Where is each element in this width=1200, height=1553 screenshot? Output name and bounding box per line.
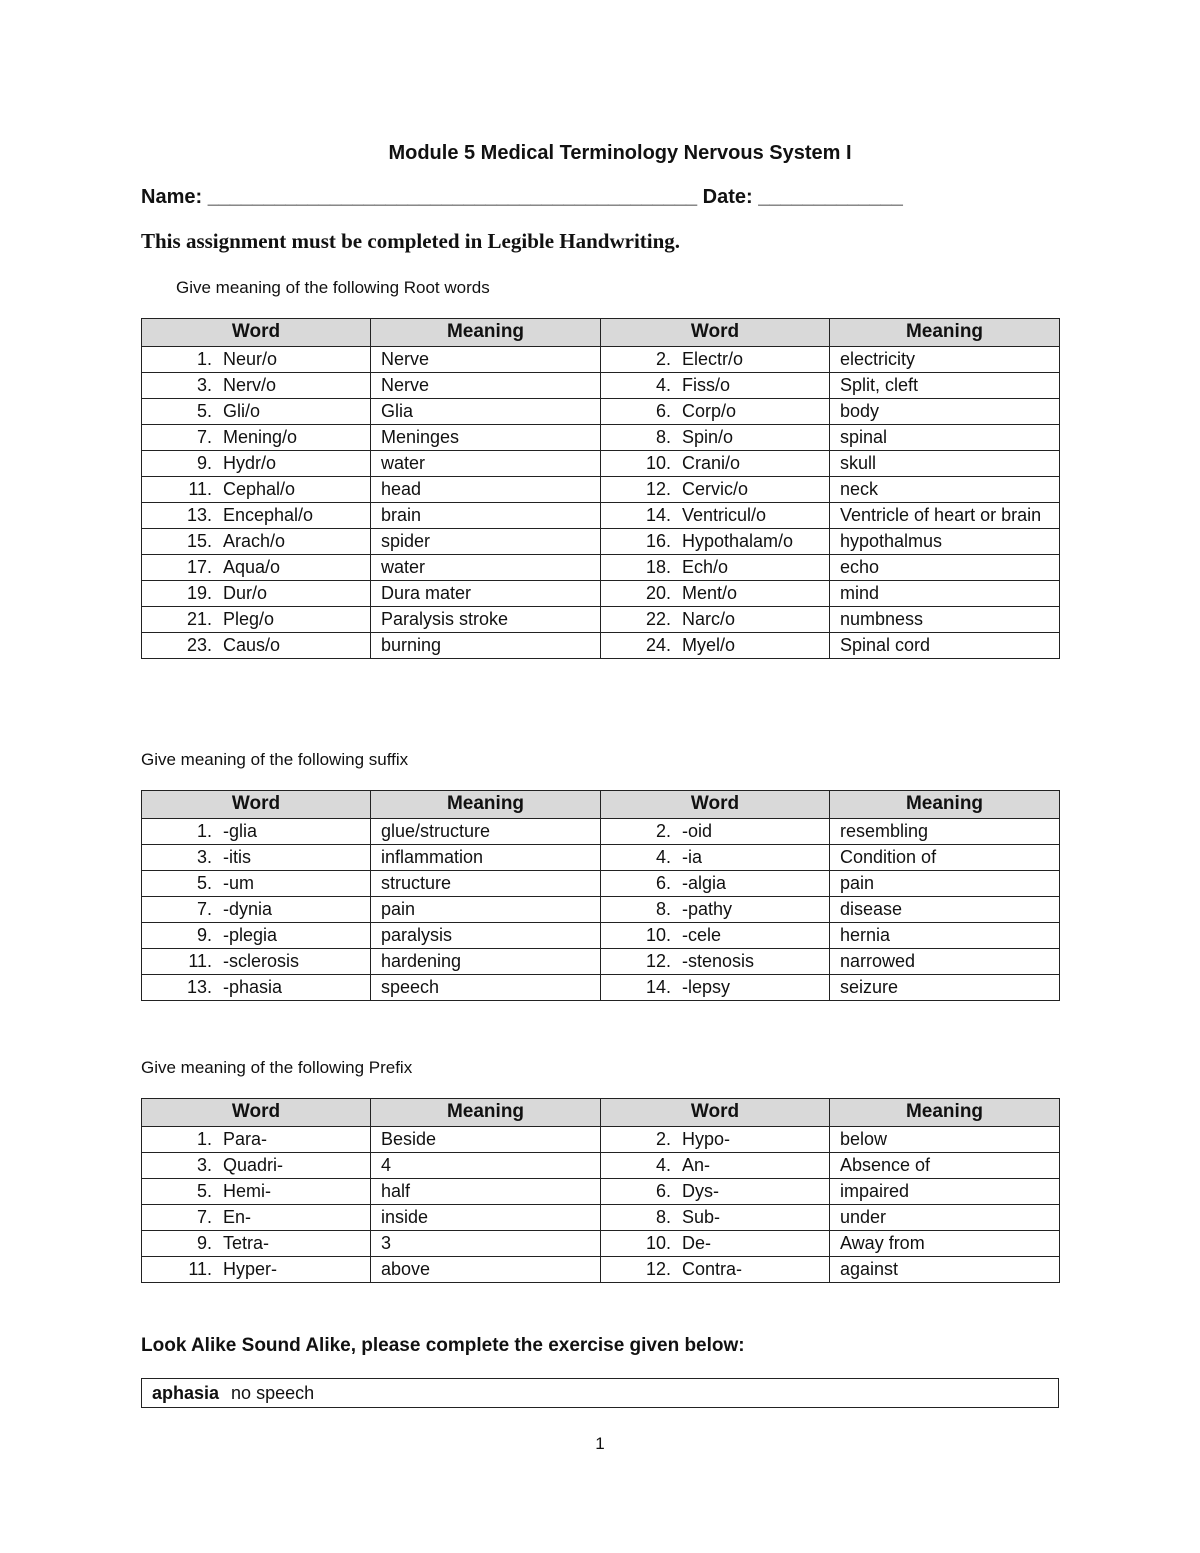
word-cell [142,1205,371,1231]
meaning-cell: mind [830,581,1060,607]
assignment-instruction: This assignment must be completed in Legible Handwriting. [141,229,681,253]
word-cell [142,555,371,581]
table-row [142,1127,1060,1153]
word-cell [601,845,830,871]
term-word: Ech/o [682,557,729,577]
term-word: -itis [223,847,251,867]
term-word: Para- [223,1129,268,1149]
page-title: Module 5 Medical Terminology Nervous System I [388,142,852,164]
word-cell [142,923,371,949]
meaning-cell: disease [830,897,1060,923]
table-row [142,1257,1060,1283]
item-number: 10. [645,925,671,945]
term-word: De- [682,1233,712,1253]
table-header-row [142,791,1060,819]
table-row [142,845,1060,871]
word-cell [601,1257,830,1283]
item-number: 1. [196,821,212,841]
term-word: Nerv/o [223,375,277,395]
word-cell [601,1179,830,1205]
meaning-cell: Spinal cord [830,633,1060,659]
table-header-row [142,319,1060,347]
term-word: Sub- [682,1207,721,1227]
table-row [142,399,1060,425]
term-word: -lepsy [682,977,731,997]
term-word: -ia [682,847,703,867]
item-number: 8. [655,427,671,447]
term-word: Hyper- [223,1259,278,1279]
meaning-cell: Absence of [830,1153,1060,1179]
word-cell [142,477,371,503]
column-header-meaning: Meaning [371,319,601,347]
term-word: Corp/o [682,401,737,421]
column-header-word: Word [142,791,371,819]
term-word: Spin/o [682,427,734,447]
word-cell [142,975,371,1001]
table-row [142,975,1060,1001]
term-word: Dur/o [223,583,268,603]
item-number: 17. [186,557,212,577]
word-cell [601,1153,830,1179]
word-cell [601,819,830,845]
table-row [142,1231,1060,1257]
column-header-word: Word [601,791,830,819]
table-row [142,897,1060,923]
table-row [142,555,1060,581]
column-header-meaning: Meaning [830,791,1060,819]
item-number: 9. [196,925,212,945]
word-cell [142,373,371,399]
item-number: 9. [196,453,212,473]
word-cell [601,373,830,399]
column-header-meaning: Meaning [371,1099,601,1127]
meaning-cell: Split, cleft [830,373,1060,399]
term-word: -cele [682,925,722,945]
term-word: Cervic/o [682,479,749,499]
table-row [142,451,1060,477]
term-word: Hypothalam/o [682,531,794,551]
term-word: -sclerosis [223,951,300,971]
item-number: 7. [196,427,212,447]
table-row [142,503,1060,529]
word-cell [142,1179,371,1205]
meaning-cell: narrowed [830,949,1060,975]
item-number: 11. [188,951,212,971]
word-cell [601,1231,830,1257]
item-number: 7. [196,1207,212,1227]
table-row [142,477,1060,503]
meaning-cell: Ventricle of heart or brain [830,503,1060,529]
table-row [142,1205,1060,1231]
column-header-word: Word [601,1099,830,1127]
term-word: -oid [682,821,713,841]
lasa-term: aphasia [152,1383,220,1403]
table-row [142,633,1060,659]
table-row [142,425,1060,451]
item-number: 8. [655,1207,671,1227]
lasa-meaning: no speech [231,1383,315,1403]
word-cell [601,399,830,425]
term-word: Hemi- [223,1181,271,1201]
term-word: Hypo- [682,1129,731,1149]
word-cell [601,555,830,581]
root-words-table [141,318,1060,659]
table-header-row [142,1099,1060,1127]
item-number: 6. [655,873,671,893]
term-word: Myel/o [682,635,736,655]
term-word: Pleg/o [223,609,275,629]
meaning-cell: below [830,1127,1060,1153]
item-number: 20. [645,583,671,603]
meaning-cell: glue/structure [371,819,601,845]
item-number: 4. [655,847,671,867]
item-number: 5. [196,873,212,893]
meaning-cell: echo [830,555,1060,581]
item-number: 13. [186,505,212,525]
term-word: Fiss/o [682,375,731,395]
meaning-cell: Condition of [830,845,1060,871]
table-row [142,1179,1060,1205]
item-number: 15. [186,531,212,551]
meaning-cell: impaired [830,1179,1060,1205]
table-row [142,949,1060,975]
word-cell [142,1153,371,1179]
word-cell [142,1127,371,1153]
word-cell [601,607,830,633]
item-number: 10. [645,453,671,473]
item-number: 1. [196,1129,212,1149]
meaning-cell: paralysis [371,923,601,949]
meaning-cell: hardening [371,949,601,975]
item-number: 3. [196,1155,212,1175]
item-number: 11. [188,1259,212,1279]
item-number: 2. [655,1129,671,1149]
root-words-label: Give meaning of the following Root words [176,278,490,297]
item-number: 6. [655,401,671,421]
word-cell [601,871,830,897]
meaning-cell: Meninges [371,425,601,451]
item-number: 19. [186,583,212,603]
meaning-cell: Away from [830,1231,1060,1257]
word-cell [142,581,371,607]
table-row [142,1153,1060,1179]
suffix-label: Give meaning of the following suffix [141,750,409,769]
meaning-cell: burning [371,633,601,659]
page-number: 1 [595,1434,605,1453]
term-word: -pathy [682,899,733,919]
word-cell [601,425,830,451]
item-number: 16. [645,531,671,551]
suffix-table [141,790,1060,1001]
term-word: -stenosis [682,951,755,971]
item-number: 3. [196,375,212,395]
word-cell [601,949,830,975]
meaning-cell: resembling [830,819,1060,845]
term-word: Arach/o [223,531,286,551]
term-word: Gli/o [223,401,261,421]
word-cell [601,477,830,503]
word-cell [601,897,830,923]
word-cell [142,399,371,425]
word-cell [601,529,830,555]
term-word: Crani/o [682,453,741,473]
word-cell [142,503,371,529]
meaning-cell: inflammation [371,845,601,871]
table-row [142,871,1060,897]
meaning-cell: Nerve [371,373,601,399]
meaning-cell: Nerve [371,347,601,373]
item-number: 2. [655,821,671,841]
word-cell [142,949,371,975]
meaning-cell: hernia [830,923,1060,949]
word-cell [142,425,371,451]
item-number: 4. [655,1155,671,1175]
term-word: Contra- [682,1259,743,1279]
item-number: 7. [196,899,212,919]
word-cell [142,819,371,845]
word-cell [601,581,830,607]
meaning-cell: half [371,1179,601,1205]
term-word: Tetra- [223,1233,270,1253]
table-row [142,581,1060,607]
meaning-cell: pain [830,871,1060,897]
meaning-cell: 4 [371,1153,601,1179]
item-number: 23. [186,635,212,655]
term-word: En- [223,1207,252,1227]
item-number: 10. [645,1233,671,1253]
word-cell [142,1257,371,1283]
name-date-line: Name: ____________________________________________ Date: _____________ [141,186,903,208]
word-cell [142,871,371,897]
meaning-cell: brain [371,503,601,529]
meaning-cell: under [830,1205,1060,1231]
word-cell [142,347,371,373]
item-number: 14. [645,505,671,525]
word-cell [142,1231,371,1257]
item-number: 12. [645,1259,671,1279]
table-row [142,529,1060,555]
word-cell [601,923,830,949]
item-number: 4. [655,375,671,395]
item-number: 1. [196,349,212,369]
item-number: 6. [655,1181,671,1201]
meaning-cell: spinal [830,425,1060,451]
item-number: 5. [196,401,212,421]
term-word: -plegia [223,925,278,945]
table-row [142,347,1060,373]
word-cell [142,897,371,923]
lasa-exercise-box [141,1378,1059,1408]
column-header-word: Word [142,1099,371,1127]
term-word: Ment/o [682,583,738,603]
term-word: Caus/o [223,635,281,655]
meaning-cell: Beside [371,1127,601,1153]
item-number: 9. [196,1233,212,1253]
word-cell [142,529,371,555]
column-header-meaning: Meaning [830,319,1060,347]
table-row [142,923,1060,949]
term-word: Electr/o [682,349,744,369]
meaning-cell: speech [371,975,601,1001]
item-number: 11. [188,479,212,499]
word-cell [601,1127,830,1153]
term-word: -algia [682,873,727,893]
meaning-cell: water [371,451,601,477]
meaning-cell: water [371,555,601,581]
meaning-cell: electricity [830,347,1060,373]
meaning-cell: 3 [371,1231,601,1257]
word-cell [142,633,371,659]
term-word: Cephal/o [223,479,296,499]
meaning-cell: above [371,1257,601,1283]
term-word: Aqua/o [223,557,281,577]
column-header-word: Word [142,319,371,347]
item-number: 14. [645,977,671,997]
term-word: An- [682,1155,711,1175]
meaning-cell: head [371,477,601,503]
term-word: Hydr/o [223,453,277,473]
word-cell [142,451,371,477]
term-word: Encephal/o [223,505,314,525]
meaning-cell: spider [371,529,601,555]
term-word: Dys- [682,1181,719,1201]
item-number: 13. [186,977,212,997]
meaning-cell: hypothalmus [830,529,1060,555]
meaning-cell: body [830,399,1060,425]
meaning-cell: Glia [371,399,601,425]
table-row [142,607,1060,633]
word-cell [601,503,830,529]
word-cell [142,845,371,871]
item-number: 5. [196,1181,212,1201]
item-number: 22. [645,609,671,629]
word-cell [601,347,830,373]
term-word: Narc/o [682,609,736,629]
word-cell [142,607,371,633]
term-word: Quadri- [223,1155,284,1175]
item-number: 12. [645,951,671,971]
meaning-cell: pain [371,897,601,923]
lasa-exercise-title: Look Alike Sound Alike, please complete the exercise given below: [141,1335,745,1356]
prefix-label: Give meaning of the following Prefix [141,1058,413,1077]
meaning-cell: against [830,1257,1060,1283]
meaning-cell: seizure [830,975,1060,1001]
column-header-word: Word [601,319,830,347]
word-cell [601,1205,830,1231]
table-row [142,373,1060,399]
item-number: 3. [196,847,212,867]
meaning-cell: Paralysis stroke [371,607,601,633]
prefix-table [141,1098,1060,1283]
term-word: -phasia [223,977,283,997]
meaning-cell: inside [371,1205,601,1231]
item-number: 24. [645,635,671,655]
word-cell [601,633,830,659]
term-word: Neur/o [223,349,278,369]
meaning-cell: Dura mater [371,581,601,607]
term-word: Ventricul/o [682,505,767,525]
meaning-cell: numbness [830,607,1060,633]
meaning-cell: skull [830,451,1060,477]
item-number: 21. [186,609,212,629]
column-header-meaning: Meaning [371,791,601,819]
item-number: 2. [655,349,671,369]
item-number: 8. [655,899,671,919]
table-row [142,819,1060,845]
meaning-cell: structure [371,871,601,897]
term-word: -dynia [223,899,273,919]
term-word: Mening/o [223,427,298,447]
word-cell [601,451,830,477]
term-word: -um [223,873,254,893]
term-word: -glia [223,821,258,841]
word-cell [601,975,830,1001]
column-header-meaning: Meaning [830,1099,1060,1127]
item-number: 12. [645,479,671,499]
meaning-cell: neck [830,477,1060,503]
item-number: 18. [645,557,671,577]
